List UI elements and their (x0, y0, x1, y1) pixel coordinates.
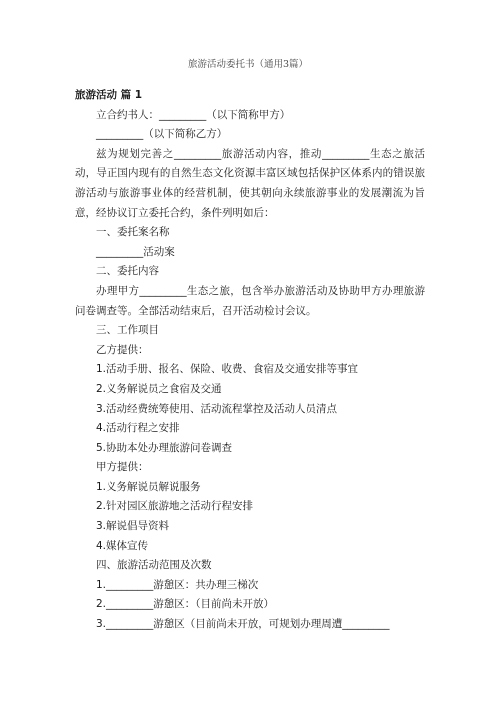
list-item: 3.活动经费统筹使用、活动流程掌控及活动人员清点 (96, 402, 338, 415)
list-item: 2.义务解说员之食宿及交通 (96, 382, 222, 395)
list-item: 2.针对园区旅游地之活动行程安排 (96, 500, 254, 513)
list-item: 3.解说倡导资料 (96, 520, 170, 533)
party-b-line: _________（以下简称乙方） (96, 128, 228, 141)
list-item: 乙方提供： (96, 343, 149, 356)
section-heading: 旅游活动 篇 1 (75, 89, 143, 101)
party-a-line: 立合约书人：_________（以下简称甲方） (96, 108, 291, 121)
list-item: 5.协助本处办理旅游问卷调查 (96, 441, 233, 454)
document-body (75, 86, 425, 635)
list-item: 3._________游憩区（目前尚未开放，可规划办理周遭_________ (96, 618, 390, 631)
list-item: 一、委托案名称 (96, 226, 170, 239)
list-item: 1._________游憩区：共办理三梯次 (96, 578, 259, 591)
list-item: 4.活动行程之安排 (96, 422, 180, 435)
list-item: 甲方提供： (96, 461, 149, 474)
list-item: 四、旅游活动范围及次数 (96, 559, 212, 572)
intro-paragraph: 兹为规划完善之_________旅游活动内容，推动_________生态之旅活动，导正国内现有的自然生态文化资源丰富区域包括保护区体系内的错误旅游活动与旅游事业体的经营机制，使其朝向永续旅游事业的发展潮流为旨意，经协议订立委托合约，条件列明如后： (75, 147, 425, 219)
list-item: 1.义务解说员解说服务 (96, 480, 201, 493)
list-item: 二、委托内容 (96, 265, 159, 278)
content-paragraph: 办理甲方_________生态之旅，包含举办旅游活动及协助甲方办理旅游问卷调查等。全部活动结束后，召开活动检讨会议。 (75, 284, 425, 317)
list-item: 4.媒体宣传 (96, 539, 149, 552)
list-item: _________活动案 (96, 245, 175, 258)
list-item: 1.活动手册、报名、保险、收费、食宿及交通安排等事宜 (96, 363, 359, 376)
list-item: 2._________游憩区：（目前尚未开放） (96, 598, 275, 611)
list-item: 三、工作项目 (96, 324, 159, 337)
document-title: 旅游活动委托书（通用3篇） (187, 59, 309, 70)
